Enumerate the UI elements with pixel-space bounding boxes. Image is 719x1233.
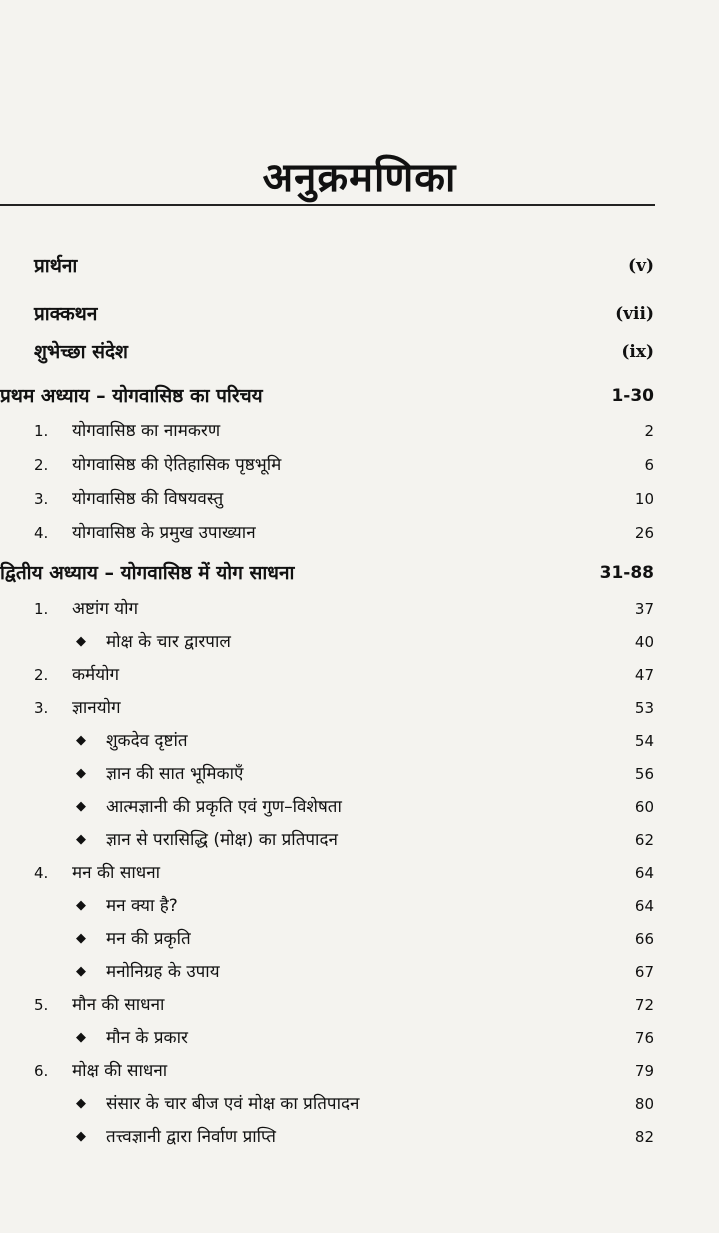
- subitem-label: मौन के प्रकार: [106, 1028, 188, 1048]
- subitem-page: 64: [634, 897, 654, 915]
- toc-subitem[interactable]: [34, 791, 654, 823]
- item-number: 1.: [34, 422, 49, 440]
- item-label: मोक्ष की साधना: [72, 1061, 168, 1081]
- item-label: योगवासिष्ठ का नामकरण: [72, 421, 221, 441]
- subitem-page: 62: [634, 831, 654, 849]
- toc-item[interactable]: [34, 989, 654, 1021]
- toc-subitem[interactable]: [34, 1022, 654, 1054]
- toc-item[interactable]: [34, 692, 654, 724]
- subitem-page: 54: [634, 732, 654, 750]
- item-label: योगवासिष्ठ की ऐतिहासिक पृष्ठभूमि: [72, 455, 282, 475]
- toc-subitem[interactable]: [34, 923, 654, 955]
- item-page: 53: [634, 699, 654, 717]
- subitem-label: ज्ञान की सात भूमिकाएँ: [106, 764, 244, 784]
- subitem-label: संसार के चार बीज एवं मोक्ष का प्रतिपादन: [106, 1094, 360, 1114]
- subitem-label: शुकदेव दृष्टांत: [106, 731, 188, 751]
- diamond-bullet-icon: ◆: [76, 1030, 86, 1045]
- toc-subitem[interactable]: [34, 956, 654, 988]
- chapter-pages: 1-30: [611, 386, 654, 406]
- toc-entry-prarthana[interactable]: [34, 250, 654, 282]
- item-number: 2.: [34, 666, 49, 684]
- chapter-title: प्रथम अध्याय – योगवासिष्ठ का परिचय: [0, 385, 263, 407]
- item-page: 64: [634, 864, 654, 882]
- toc-entry-label: शुभेच्छा संदेश: [34, 341, 128, 363]
- toc-subitem[interactable]: [34, 758, 654, 790]
- item-label: योगवासिष्ठ की विषयवस्तु: [72, 489, 224, 509]
- toc-item[interactable]: [34, 517, 654, 549]
- toc-item[interactable]: [34, 415, 654, 447]
- subitem-page: 60: [634, 798, 654, 816]
- diamond-bullet-icon: ◆: [76, 1129, 86, 1144]
- subitem-page: 82: [634, 1128, 654, 1146]
- subitem-label: मोक्ष के चार द्वारपाल: [106, 632, 231, 652]
- toc-item[interactable]: [34, 593, 654, 625]
- item-label: मौन की साधना: [72, 995, 165, 1015]
- item-number: 1.: [34, 600, 49, 618]
- subitem-page: 80: [634, 1095, 654, 1113]
- chapter-title: द्वितीय अध्याय – योगवासिष्ठ में योग साधना: [0, 562, 295, 584]
- diamond-bullet-icon: ◆: [76, 799, 86, 814]
- item-label: अष्टांग योग: [72, 599, 139, 619]
- toc-item[interactable]: [34, 857, 654, 889]
- subitem-label: मन क्या है?: [106, 896, 178, 916]
- item-number: 6.: [34, 1062, 49, 1080]
- subitem-label: ज्ञान से परासिद्धि (मोक्ष) का प्रतिपादन: [106, 830, 338, 850]
- diamond-bullet-icon: ◆: [76, 1096, 86, 1111]
- toc-entry-prakkathan[interactable]: [34, 298, 654, 330]
- subitem-label: मनोनिग्रह के उपाय: [106, 962, 220, 982]
- item-page: 72: [634, 996, 654, 1014]
- item-page: 37: [634, 600, 654, 618]
- subitem-page: 56: [634, 765, 654, 783]
- toc-item[interactable]: [34, 659, 654, 691]
- toc-item[interactable]: [34, 483, 654, 515]
- toc-item[interactable]: [34, 449, 654, 481]
- item-page: 2: [644, 422, 654, 440]
- diamond-bullet-icon: ◆: [76, 766, 86, 781]
- page-title: अनुक्रमणिका: [262, 155, 457, 201]
- toc-entry-label: प्राक्कथन: [34, 303, 98, 325]
- item-label: योगवासिष्ठ के प्रमुख उपाख्यान: [72, 523, 256, 543]
- toc-subitem[interactable]: [34, 890, 654, 922]
- chapter-pages: 31-88: [599, 563, 654, 583]
- subitem-page: 76: [634, 1029, 654, 1047]
- diamond-bullet-icon: ◆: [76, 832, 86, 847]
- subitem-page: 40: [634, 633, 654, 651]
- item-page: 10: [634, 490, 654, 508]
- subitem-page: 66: [634, 930, 654, 948]
- item-number: 3.: [34, 699, 49, 717]
- chapter-heading-2[interactable]: [0, 557, 654, 589]
- toc-item[interactable]: [34, 1055, 654, 1087]
- toc-entry-page: (ix): [621, 342, 654, 362]
- diamond-bullet-icon: ◆: [76, 898, 86, 913]
- toc-subitem[interactable]: [34, 1121, 654, 1153]
- item-number: 4.: [34, 524, 49, 542]
- toc-subitem[interactable]: [34, 824, 654, 856]
- item-label: ज्ञानयोग: [72, 698, 121, 718]
- subitem-label: तत्त्वज्ञानी द्वारा निर्वाण प्राप्ति: [106, 1127, 276, 1147]
- diamond-bullet-icon: ◆: [76, 634, 86, 649]
- title-divider: [0, 204, 655, 206]
- diamond-bullet-icon: ◆: [76, 733, 86, 748]
- subitem-page: 67: [634, 963, 654, 981]
- item-number: 5.: [34, 996, 49, 1014]
- toc-entry-page: (v): [628, 256, 654, 276]
- item-label: कर्मयोग: [72, 665, 120, 685]
- subitem-label: आत्मज्ञानी की प्रकृति एवं गुण–विशेषता: [106, 797, 342, 817]
- toc-entry-label: प्रार्थना: [34, 255, 78, 277]
- toc-subitem[interactable]: [34, 725, 654, 757]
- toc-entry-shubhechha[interactable]: [34, 336, 654, 368]
- item-page: 6: [644, 456, 654, 474]
- item-label: मन की साधना: [72, 863, 161, 883]
- item-page: 26: [634, 524, 654, 542]
- toc-entry-page: (vii): [615, 304, 654, 324]
- item-page: 79: [634, 1062, 654, 1080]
- chapter-heading-1[interactable]: [0, 380, 654, 412]
- toc-subitem[interactable]: [34, 1088, 654, 1120]
- item-number: 2.: [34, 456, 49, 474]
- item-page: 47: [634, 666, 654, 684]
- diamond-bullet-icon: ◆: [76, 964, 86, 979]
- toc-subitem[interactable]: [34, 626, 654, 658]
- diamond-bullet-icon: ◆: [76, 931, 86, 946]
- subitem-label: मन की प्रकृति: [106, 929, 191, 949]
- item-number: 4.: [34, 864, 49, 882]
- item-number: 3.: [34, 490, 49, 508]
